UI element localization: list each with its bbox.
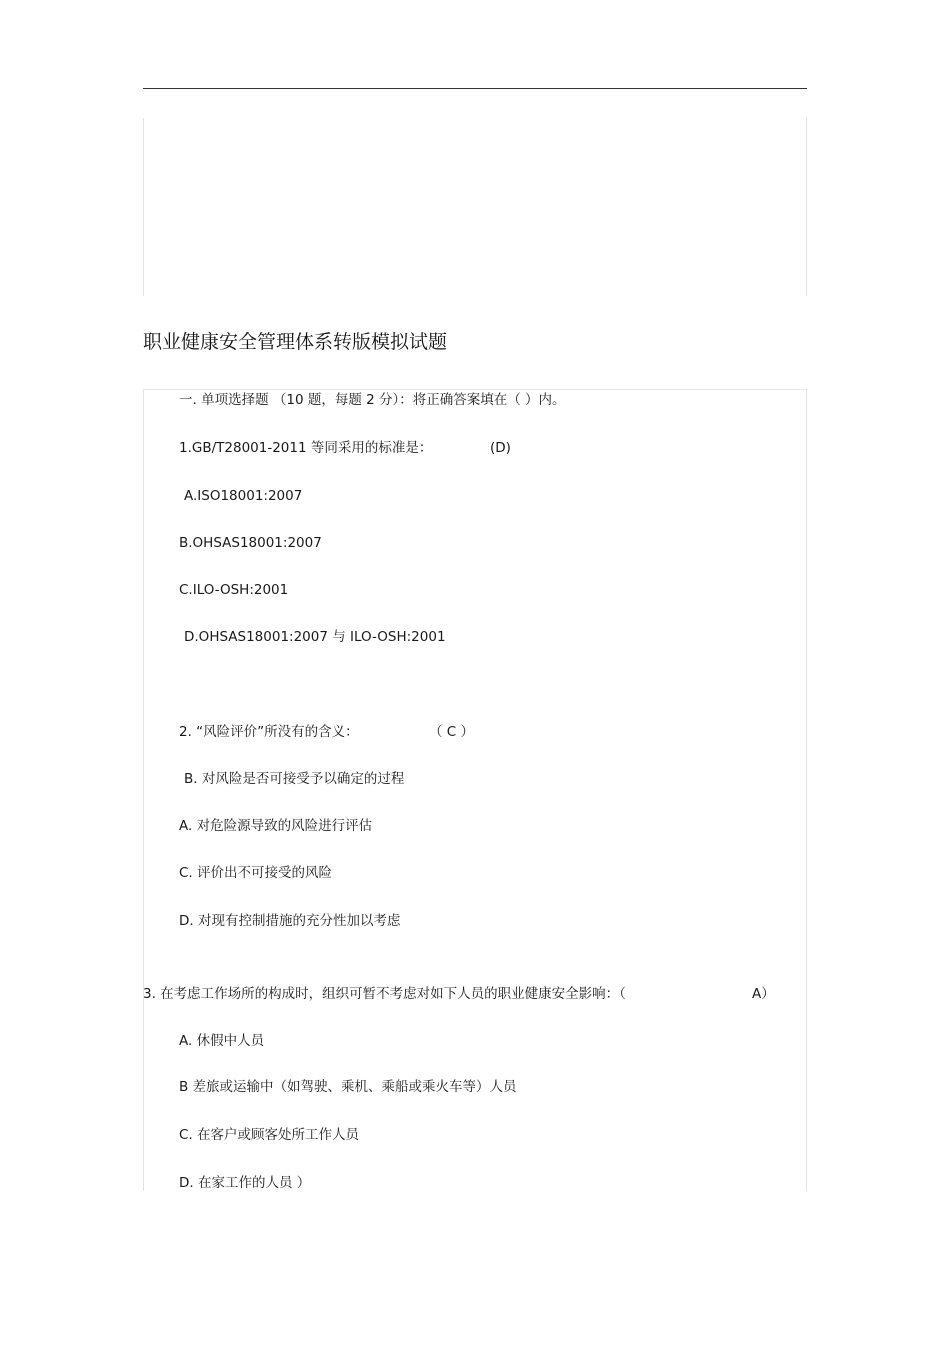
question-1-option-c: C.ILO-OSH:2001 [179,582,289,598]
question-2-option-d: D. 对现有控制措施的充分性加以考虑 [179,913,401,929]
question-3-option-a: A. 休假中人员 [179,1033,265,1049]
question-1-answer: (D) [490,440,511,456]
frame-left-upper [143,118,144,296]
question-3-option-b: B 差旅或运输中（如驾驶、乘机、乘船或乘火车等）人员 [179,1079,517,1095]
question-3-stem: 3. 在考虑工作场所的构成时，组织可暂不考虑对如下人员的职业健康安全影响：（ [143,986,626,1002]
frame-left-lower [143,389,144,1191]
page-title: 职业健康安全管理体系转版模拟试题 [143,331,448,353]
question-3-answer: A） [752,986,775,1002]
question-1-option-a: A.ISO18001:2007 [184,488,303,504]
question-3-option-d: D. 在家工作的人员 ） [179,1175,311,1191]
question-2-option-c: C. 评价出不可接受的风险 [179,865,333,881]
question-2-option-a: A. 对危险源导致的风险进行评估 [179,818,373,834]
question-1-option-d: D.OHSAS18001:2007 与 ILO-OSH:2001 [184,629,446,645]
frame-top-lower [143,389,807,390]
question-2-answer: （ C ） [429,724,475,740]
question-1-stem: 1.GB/T28001-2011 等同采用的标准是： [179,440,433,456]
frame-right-upper [806,118,807,296]
question-2-option-b: B. 对风险是否可接受予以确定的过程 [184,771,405,787]
section-heading: 一. 单项选择题 （10 题，每题 2 分）：将正确答案填在（ ）内。 [179,392,566,408]
question-3-option-c: C. 在客户或顾客处所工作人员 [179,1127,360,1143]
question-1-option-b: B.OHSAS18001:2007 [179,535,322,551]
top-rule [143,88,807,89]
question-2-stem: 2. “风险评价”所没有的含义： [179,724,359,740]
frame-right-lower [806,389,807,1191]
